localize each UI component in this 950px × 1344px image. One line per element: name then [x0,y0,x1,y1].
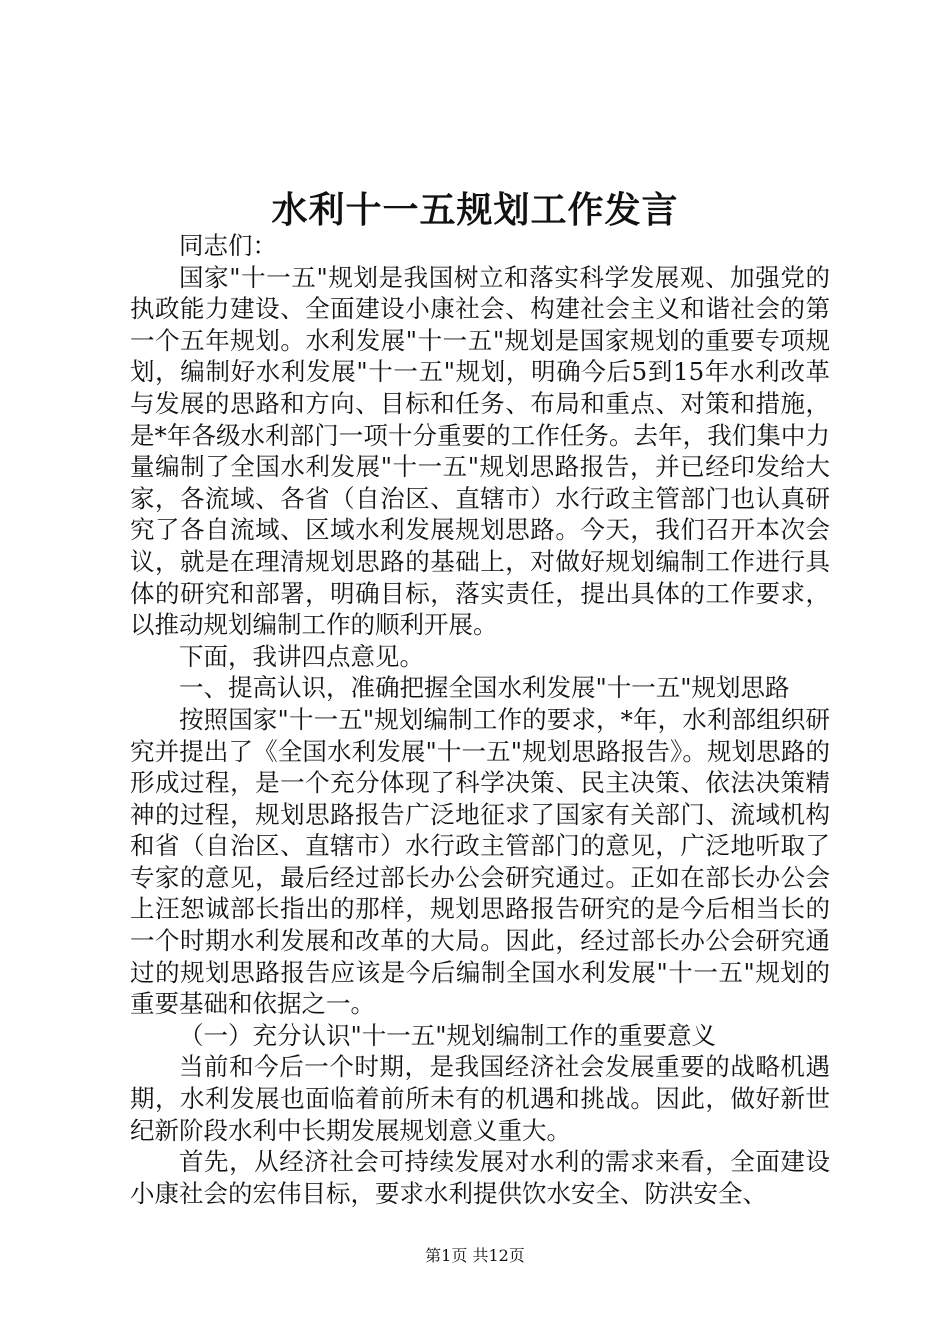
page-number-footer: 第1页 共12页 [425,1246,525,1265]
body-paragraph: 国家"十一五"规划是我国树立和落实科学发展观、加强党的执政能力建设、全面建设小康社会、构建社会主义和谐社会的第一个五年规划。水利发展"十一五"规划是国家规划的重要专项规划，编制好水利发展"十一五"规划，明确今后5到15年水利改革与发展的思路和方向、目标和任务、布局和重点、对策和措施，是*年各级水利部门一项十分重要的工作任务。去年，我们集中力量编制了全国水利发展"十一五"规划思路报告，并已经印发给大家，各流域、各省（自治区、直辖市）水行政主管部门也认真研究了各自流域、区域水利发展规划思路。今天，我们召开本次会议，就是在理清规划思路的基础上，对做好规划编制工作进行具体的研究和部署，明确目标，落实责任，提出具体的工作要求，以推动规划编制工作的顺利开展。 [130,262,830,640]
subsection-heading: （一）充分认识"十一五"规划编制工作的重要意义 [179,1020,717,1050]
body-paragraph: 按照国家"十一五"规划编制工作的要求，*年，水利部组织研究并提出了《全国水利发展"十一五"规划思路报告》。规划思路的形成过程，是一个充分体现了科学决策、民主决策、依法决策精神的过程，规划思路报告广泛地征求了国家有关部门、流域机构和省（自治区、直辖市）水行政主管部门的意见，广泛地听取了专家的意见，最后经过部长办公会研究通过。正如在部长办公会上汪恕诚部长指出的那样，规划思路报告研究的是今后相当长的一个时期水利发展和改革的大局。因此，经过部长办公会研究通过的规划思路报告应该是今后编制全国水利发展"十一五"规划的重要基础和依据之一。 [130,704,830,1019]
document-body [130,230,830,1209]
document-title: 水利十一五规划工作发言 [271,189,679,231]
body-paragraph: 下面，我讲四点意见。 [179,641,424,671]
body-paragraph: 首先，从经济社会可持续发展对水利的需求来看，全面建设小康社会的宏伟目标，要求水利提供饮水安全、防洪安全、 [130,1147,830,1208]
body-paragraph: 当前和今后一个时期，是我国经济社会发展重要的战略机遇期，水利发展也面临着前所未有的机遇和挑战。因此，做好新世纪新阶段水利中长期发展规划意义重大。 [130,1052,830,1145]
section-heading: 一、提高认识，准确把握全国水利发展"十一五"规划思路 [179,673,790,703]
salutation-paragraph: 同志们： [179,231,277,260]
